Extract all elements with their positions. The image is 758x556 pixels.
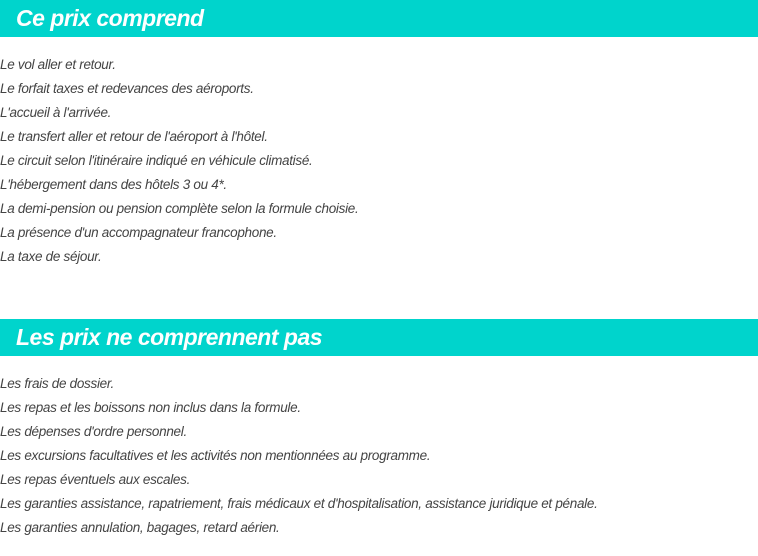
list-item: La taxe de séjour. xyxy=(0,249,102,264)
list-item: Le circuit selon l'itinéraire indiqué en véhicule climatisé. xyxy=(0,153,313,168)
list-item: Les frais de dossier. xyxy=(0,376,115,391)
list-item: L'accueil à l'arrivée. xyxy=(0,105,112,120)
list-item: La présence d'un accompagnateur francophone. xyxy=(0,225,277,240)
list-item: Les garanties annulation, bagages, retard aérien. xyxy=(0,520,280,535)
excluded-title: Les prix ne comprennent pas xyxy=(16,324,323,350)
list-item: Les dépenses d'ordre personnel. xyxy=(0,424,187,439)
list-item: Le vol aller et retour. xyxy=(0,57,116,72)
list-item: Le transfert aller et retour de l'aéroport à l'hôtel. xyxy=(0,129,268,144)
list-item: La demi-pension ou pension complète selon la formule choisie. xyxy=(0,201,359,216)
included-list xyxy=(0,53,358,269)
included-header xyxy=(0,0,758,37)
excluded-list xyxy=(0,372,598,540)
list-item: Le forfait taxes et redevances des aéroports. xyxy=(0,81,254,96)
included-title: Ce prix comprend xyxy=(16,5,204,31)
list-item: Les repas éventuels aux escales. xyxy=(0,472,191,487)
list-item: Les garanties assistance, rapatriement, frais médicaux et d'hospitalisation, assistance juridique et pénale. xyxy=(0,496,598,511)
list-item: L'hébergement dans des hôtels 3 ou 4*. xyxy=(0,177,227,192)
list-item: Les excursions facultatives et les activités non mentionnées au programme. xyxy=(0,448,431,463)
list-item: Les repas et les boissons non inclus dans la formule. xyxy=(0,400,301,415)
excluded-header xyxy=(0,319,758,356)
